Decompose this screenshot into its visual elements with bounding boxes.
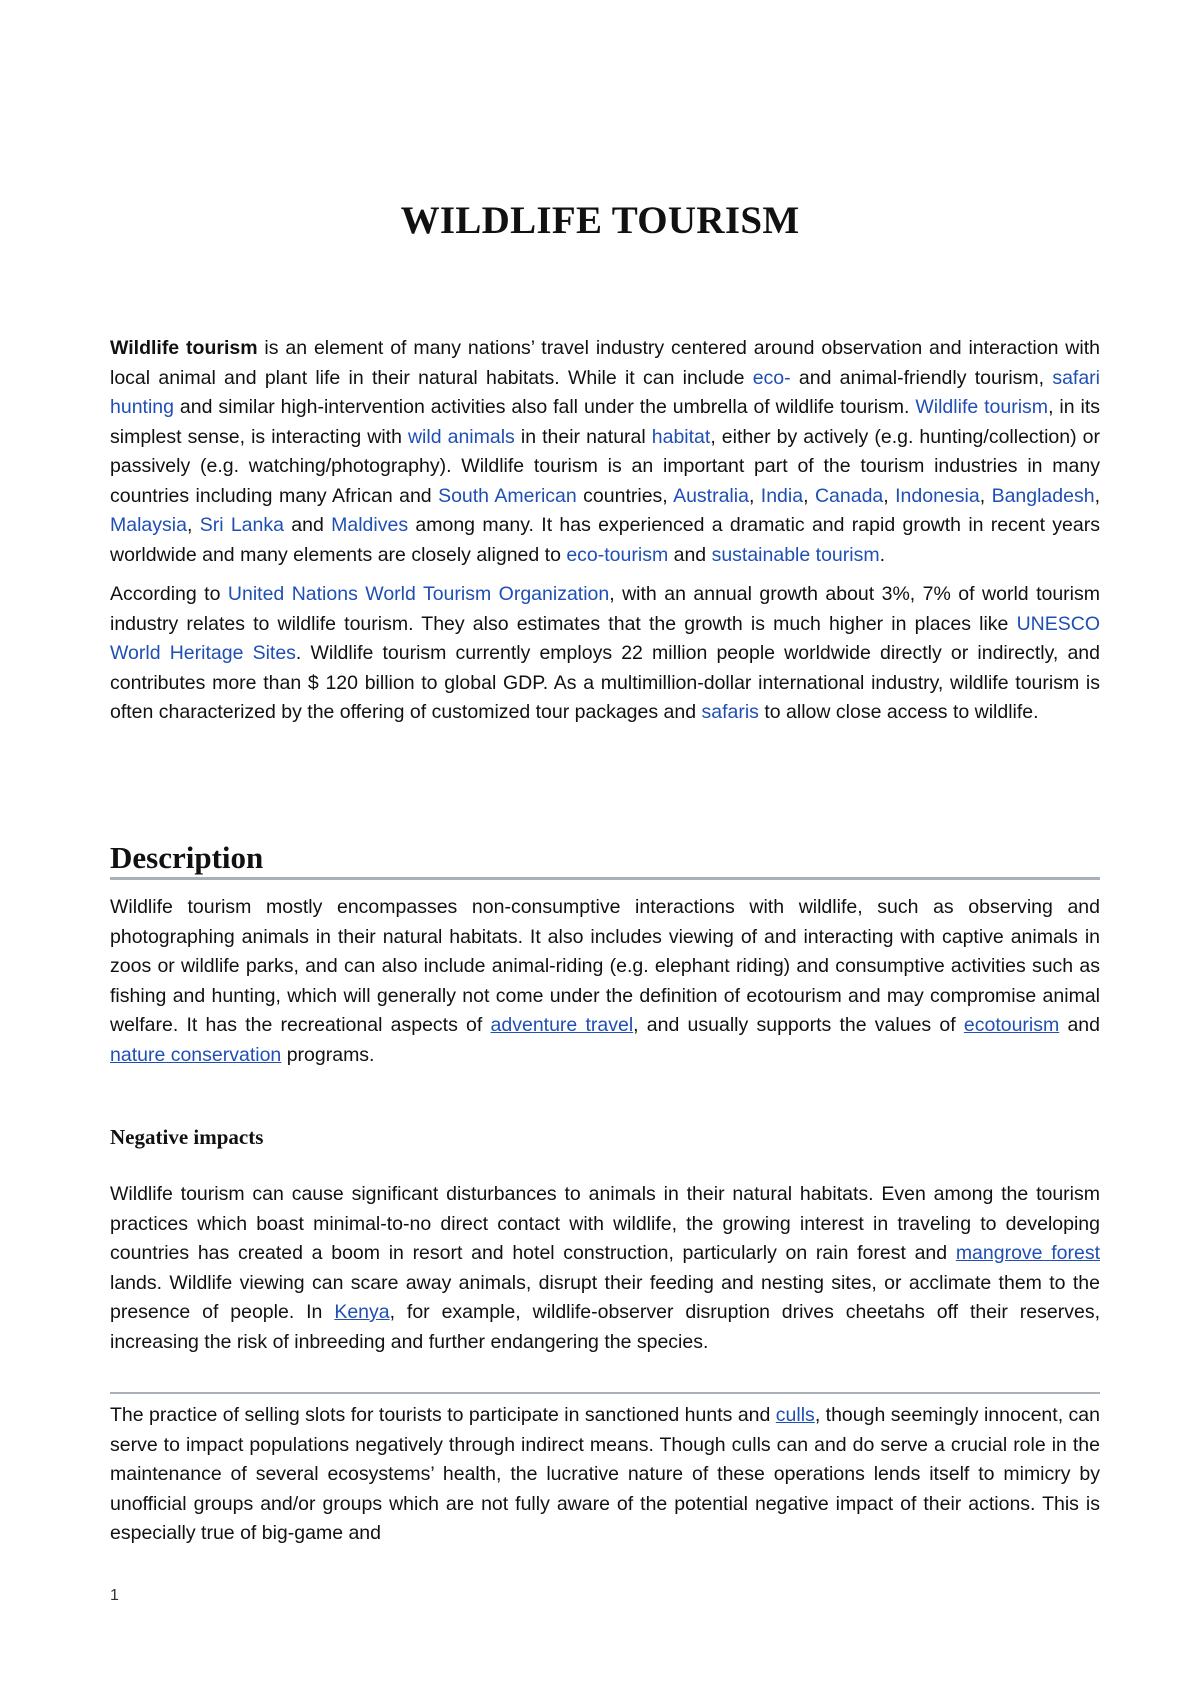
document-title: WILDLIFE TOURISM [400,199,800,242]
description-heading: Description [110,840,264,875]
link-kenya[interactable]: Kenya [334,1301,390,1323]
link-bangladesh[interactable]: Bangladesh [991,484,1095,507]
intro-paragraph-1: Wildlife tourism is an element of many nations’ travel industry centered around observation and interaction with local animal and plant life in their natural habitats. While it can include eco- and animal-friendly tourism, safari hunting and similar high-intervention activities also fall under the umbrella of wildlife tourism. Wildlife tourism, in its simplest sense, is interacting with wild animals in their natural habitat, either by actively (e.g. hunting/collection) or passively (e.g. watching/photography). Wildlife tourism is an important part of the tourism industries in many countries including many African and South American countries, Australia, India, Canada, Indonesia, Bangladesh, Malaysia, Sri Lanka and Maldives among many. It has experienced a dramatic and rapid growth in recent years worldwide and many elements are closely aligned to eco-tourism and sustainable tourism. [110,337,1101,566]
link-habitat[interactable]: habitat [651,425,711,448]
negative-impacts-heading: Negative impacts [110,1125,264,1149]
link-australia[interactable]: Australia [673,484,749,507]
intro-section [110,334,1100,728]
link-sustainable-tourism[interactable]: sustainable tourism [711,543,880,566]
link-eco[interactable]: eco- [752,366,791,389]
negative-impacts-paragraph-2: The practice of selling slots for tourists to participate in sanctioned hunts and culls, though seemingly innocent, can serve to impact populations negatively through indirect means. Though culls can and do serve a crucial role in the maintenance of several ecosystems’ health, the lucrative nature of these operations lends itself to mimicry by unofficial groups and/or groups which are not fully aware of the potential negative impact of their actions. This is especially true of big-game and [110,1404,1100,1544]
culls-section [110,1401,1100,1549]
description-section [110,893,1100,1070]
section-divider [110,1392,1100,1394]
link-culls[interactable]: culls [775,1404,815,1426]
link-south-american[interactable]: South American [438,484,577,507]
description-heading-rule [110,877,1100,880]
link-maldives[interactable]: Maldives [331,514,409,536]
description-paragraph: Wildlife tourism mostly encompasses non-consumptive interactions with wildlife, such as observing and photographing animals in their natural habitats. It also includes viewing of and interacting with captive animals in zoos or wildlife parks, and can also include animal-riding (e.g. elephant riding) and consumptive activities such as fishing and hunting, which will generally not come under the definition of ecotourism and may compromise animal welfare. It has the recreational aspects of adventure travel, and usually supports the values of ecotourism and nature conservation programs. [110,896,1101,1066]
link-nature-conservation[interactable]: nature conservation [110,1043,282,1066]
link-ecotourism[interactable]: ecotourism [963,1014,1060,1036]
link-indonesia[interactable]: Indonesia [895,484,980,507]
link-unwto[interactable]: United Nations World Tourism Organization [227,583,610,605]
link-india[interactable]: India [760,484,804,507]
negative-impacts-section [110,1180,1100,1357]
link-mangrove-forest[interactable]: mangrove forest [955,1242,1100,1264]
link-canada[interactable]: Canada [814,484,884,507]
link-wild-animals[interactable]: wild animals [407,425,515,448]
link-adventure-travel[interactable]: adventure travel [490,1014,634,1036]
lead-term: Wildlife tourism [110,337,258,359]
link-unesco[interactable]: UNESCO World Heritage Sites [110,612,1100,664]
link-safaris[interactable]: safaris [701,701,759,723]
link-wildlife-tourism[interactable]: Wildlife tourism [915,396,1049,418]
page-number: 1 [110,1587,119,1604]
link-safari-hunting[interactable]: safari hunting [110,366,1100,418]
link-eco-tourism[interactable]: eco-tourism [566,543,669,566]
negative-impacts-paragraph-1: Wildlife tourism can cause significant disturbances to animals in their natural habitats. Even among the tourism practices which boast minimal-to-no direct contact with wildlife, the growing interest in traveling to developing countries has created a boom in resort and hotel construction, particularly on rain forest and mangrove forest lands. Wildlife viewing can scare away animals, disrupt their feeding and nesting sites, or acclimate them to the presence of people. In Kenya, for example, wildlife-observer disruption drives cheetahs off their reserves, increasing the risk of inbreeding and further endangering the species. [110,1183,1101,1353]
intro-paragraph-2: According to United Nations World Tourism Organization, with an annual growth about 3%, 7% of world tourism industry relates to wildlife tourism. They also estimates that the growth is much higher in places like UNESCO World Heritage Sites. Wildlife tourism currently employs 22 million people worldwide directly or indirectly, and contributes more than $ 120 billion to global GDP. As a multimillion-dollar international industry, wildlife tourism is often characterized by the offering of customized tour packages and safaris to allow close access to wildlife. [110,583,1101,723]
link-sri-lanka[interactable]: Sri Lanka [199,514,284,536]
link-malaysia[interactable]: Malaysia [110,514,187,536]
